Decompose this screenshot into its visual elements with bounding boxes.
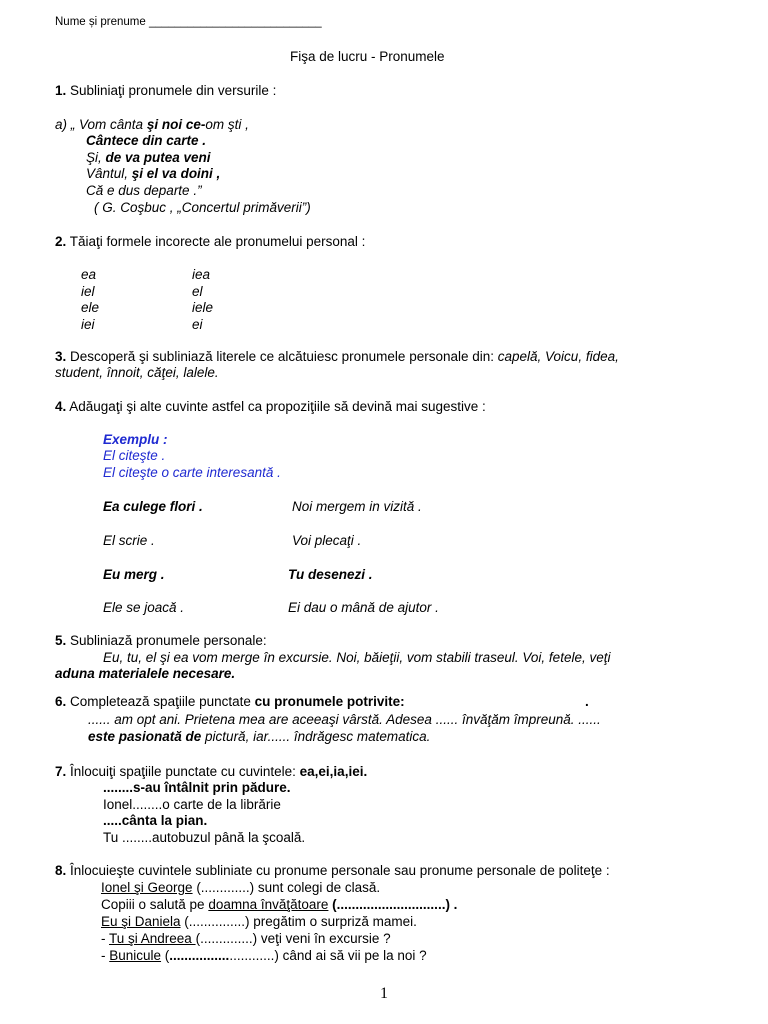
ex4-sentence: Eu merg . xyxy=(103,567,165,582)
ex4-number: 4. xyxy=(55,399,67,414)
ex1-verse-4: Vântul, şi el va doini , xyxy=(86,166,221,181)
ex5-text-1: Eu, tu, el şi ea vom merge în excursie. Noi, băieţii, vom stabili traseul. Voi, fetele, veţi xyxy=(103,650,611,665)
ex8-line-1: Ionel şi George (.............) sunt colegi de clasă. xyxy=(101,880,381,895)
ex6-instruction: 6. Completează spaţiile punctate cu pronumele potrivite: xyxy=(55,694,405,709)
ex2-word: iele xyxy=(192,300,214,315)
ex8-number: 8. xyxy=(55,863,67,878)
ex7-number: 7. xyxy=(55,764,67,779)
ex2-word: ea xyxy=(81,267,97,282)
ex5-text-2: aduna materialele necesare. xyxy=(55,666,236,681)
ex4-sentence: Ele se joacă . xyxy=(103,600,185,615)
ex7-instruction: 7. Înlocuiţi spaţiile punctate cu cuvintele: ea,ei,ia,iei. xyxy=(55,764,368,779)
ex1-verse-1: a) „ Vom cânta şi noi ce-om şti , xyxy=(55,117,249,132)
ex4-sentence: El scrie . xyxy=(103,533,155,548)
ex1-source: ( G. Coşbuc , „Concertul primăverii”) xyxy=(94,200,311,215)
ex4-sentence: Ea culege flori . xyxy=(103,499,203,514)
ex4-example-label: Exemplu : xyxy=(103,432,168,447)
ex2-word: ele xyxy=(81,300,100,315)
ex4-sentence: Voi plecaţi . xyxy=(292,533,362,548)
ex8-line-4: - Tu şi Andreea (..............) veţi veni în excursie ? xyxy=(101,931,391,946)
title-topic: Pronumele xyxy=(379,49,445,64)
page-number: 1 xyxy=(380,985,388,1002)
ex1-verse-5: Că e dus departe .” xyxy=(86,183,202,198)
ex7-line-1: ........s-au întâlnit prin pădure. xyxy=(103,780,291,795)
ex1-number: 1. xyxy=(55,83,67,98)
name-label: Nume și prenume xyxy=(55,16,146,28)
ex2-word: iel xyxy=(81,284,95,299)
ex2-word: iei xyxy=(81,317,95,332)
ex2-number: 2. xyxy=(55,234,67,249)
ex8-line-2: Copiii o salută pe doamna învăţătoare (.............................) . xyxy=(101,897,458,912)
ex6-trail: . xyxy=(585,694,589,709)
ex8-instruction: 8. Înlocuieşte cuvintele subliniate cu pronume personale sau pronume personale de politeţe : xyxy=(55,863,610,878)
ex1-verse-3: Şi, de va putea veni xyxy=(86,150,211,165)
ex4-sentence: Noi mergem in vizită . xyxy=(292,499,422,514)
ex2-word: ei xyxy=(192,317,203,332)
ex6-number: 6. xyxy=(55,694,67,709)
ex6-text-1: ...... am opt ani. Prietena mea are aceeaşi vârstă. Adesea ...... învăţăm împreună. ...... xyxy=(88,712,601,727)
ex4-sentence: Ei dau o mână de ajutor . xyxy=(288,600,439,615)
ex4-example-2: El citeşte o carte interesantă . xyxy=(103,465,281,480)
ex3-number: 3. xyxy=(55,349,67,364)
ex8-line-3: Eu şi Daniela (...............) pregătim o surpriză mamei. xyxy=(101,914,417,929)
ex4-sentence: Tu desenezi . xyxy=(288,567,373,582)
ex2-word: el xyxy=(192,284,203,299)
name-field-line xyxy=(55,14,322,31)
ex5-number: 5. xyxy=(55,633,67,648)
ex7-line-2: Ionel........o carte de la librărie xyxy=(103,797,281,812)
ex2-word: iea xyxy=(192,267,211,282)
ex5-instruction: 5. Subliniază pronumele personale: xyxy=(55,633,267,648)
ex1-instruction: 1. Subliniaţi pronumele din versurile : xyxy=(55,83,277,98)
ex4-instruction: 4. Adăugaţi şi alte cuvinte astfel ca propoziţiile să devină mai sugestive : xyxy=(55,399,486,414)
ex6-text-2: este pasionată de pictură, iar...... îndrăgesc matematica. xyxy=(88,729,431,744)
page-title: Fişa de lucru - Pronumele xyxy=(290,49,445,64)
name-blank: ___________________________ xyxy=(148,16,322,28)
ex7-line-4: Tu ........autobuzul până la şcoală. xyxy=(103,830,306,845)
ex1-verse-2: Cântece din carte . xyxy=(86,133,207,148)
ex4-example-1: El citeşte . xyxy=(103,448,166,463)
ex2-instruction: 2. Tăiaţi formele incorecte ale pronumelui personal : xyxy=(55,234,366,249)
ex7-line-3: .....cânta la pian. xyxy=(103,813,208,828)
ex3-instruction: 3. Descoperă şi subliniază literele ce alcătuiesc pronumele personale din: capelă, Voicu, fidea, xyxy=(55,349,619,364)
ex3-words: student, înnoit, căţei, lalele. xyxy=(55,365,219,380)
ex8-line-5: - Bunicule (............................) când ai să vii pe la noi ? xyxy=(101,948,427,963)
